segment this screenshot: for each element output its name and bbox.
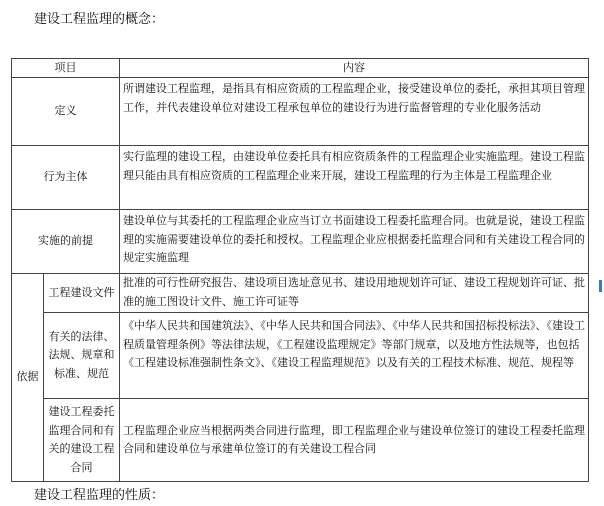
basis-label: 依据: [16, 370, 39, 384]
basis-item-contracts: 建设工程委托监理合同和有关的建设工程合同: [48, 405, 115, 474]
scroll-marker: [599, 280, 602, 292]
section-heading-concept: 建设工程监理的概念：: [34, 12, 165, 27]
concept-table: [11, 58, 589, 482]
basis-content-contracts: [120, 399, 588, 481]
row-item-subject: 行为主体: [43, 170, 88, 184]
row-item-definition: 定义: [54, 104, 77, 118]
header-content: 内容: [343, 60, 365, 74]
header-item: 项目: [54, 60, 77, 74]
row-item-premise: 实施的前提: [38, 234, 93, 248]
basis-content-contracts-text: 工程监理企业应当根据两类合同进行监理，即工程监理企业与建设单位签订的建设工程委托监理合同和建设单位与承建单位签订的有关建设工程合同: [123, 423, 585, 455]
basis-content-construction-docs: 批准的可行性研究报告、建设项目选址意见书、建设用地规划许可证、建设工程规划许可证、批准的施工图设计文件、施工许可证等: [123, 276, 585, 308]
basis-item-construction-docs: 工程建设文件: [48, 285, 115, 299]
row-content-subject: 实行监理的建设工程，由建设单位委托具有相应资质条件的工程监理企业实施监理。建设工程监理只能由具有相应资质的工程监理企业来开展，建设工程监理的行为主体是工程监理企业: [123, 150, 585, 182]
basis-content-laws: 《中华人民共和国建筑法》、《中华人民共和国合同法》、《中华人民共和国招标投标法》、《建设工程质量管理条例》等法律法规，《工程建设监理规定》等部门规章，以及地方性法规等，也包括《工程建设标准强制性条文》、《建设工程监理规范》以及有关的工程技术标准、规范、规程等: [123, 319, 585, 369]
basis-item-laws: 有关的法律、法规、规章和标准、规范: [48, 329, 115, 380]
row-content-premise: 建设单位与其委托的工程监理企业应当订立书面建设工程委托监理合同。也就是说，建设工程监理的实施需要建设单位的委托和授权。工程监理企业应根据委托监理合同和有关建设工程合同的规定实施监理: [123, 214, 585, 264]
row-content-definition: 所谓建设工程监理，是指具有相应资质的工程监理企业，接受建设单位的委托，承担其项目管理工作，并代表建设单位对建设工程承包单位的建设行为进行监督管理的专业化服务活动: [123, 82, 585, 114]
section-heading-nature: 建设工程监理的性质：: [34, 488, 165, 503]
